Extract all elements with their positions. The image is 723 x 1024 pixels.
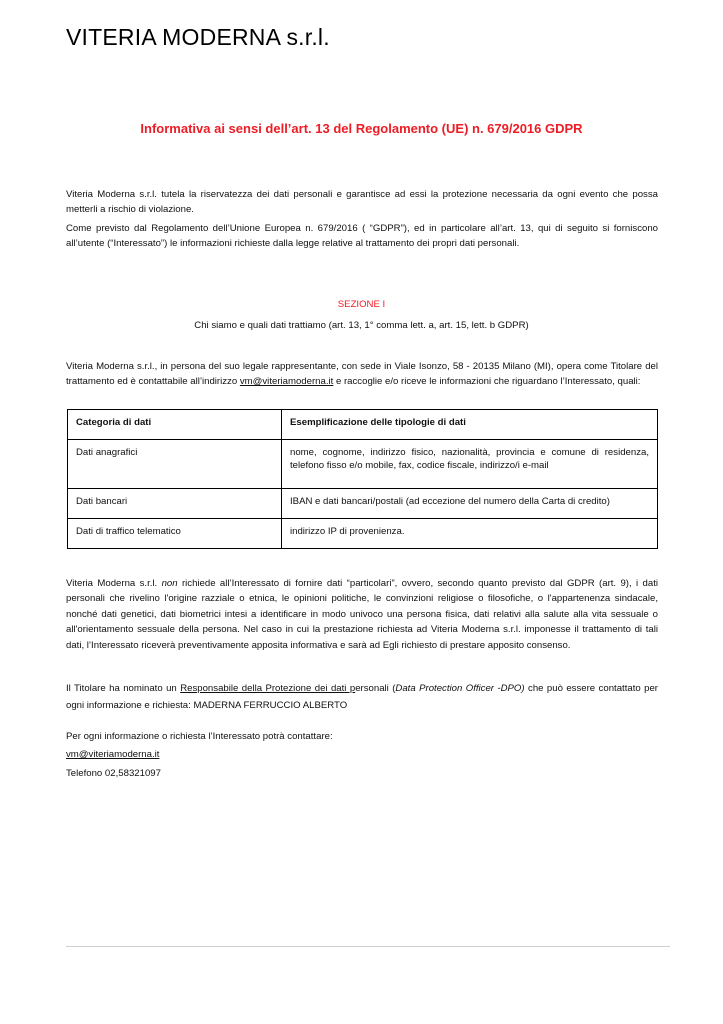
special-data-emphasis: non (161, 578, 178, 589)
contact-email-link[interactable]: vm@viteriamoderna.it (66, 749, 160, 760)
intro-paragraph-2: Come previsto dal Regolamento dell’Unione Europea n. 679/2016 ( “GDPR”), ed in particolare all’art. 13, qui di seguito si forniscono all’utente (“Interessato”) le informazioni richieste dalla legge relative al trattamento dei propri dati personali. (66, 223, 658, 250)
special-data-paragraph (66, 576, 658, 653)
dpo-underlined-text: Responsabile della Protezione dei dati p (180, 683, 356, 694)
contact-phone: Telefono 02,58321097 (66, 768, 161, 779)
table-header-cell: Esemplificazione delle tipologie di dati (282, 410, 658, 440)
controller-text-end: e raccoglie e/o riceve le informazioni che riguardano l’Interessato, quali: (333, 376, 641, 388)
table-cell: Dati di traffico telematico (68, 519, 282, 549)
dpo-italic-text: Data Protection Officer -DPO) (395, 683, 525, 694)
dpo-text-middle: ersonali ( (355, 683, 396, 694)
table-cell: IBAN e dati bancari/postali (ad eccezione del numero della Carta di credito) (282, 489, 658, 519)
section-subtitle: Chi siamo e quali dati trattiamo (art. 13, 1° comma lett. a, art. 15, lett. b GDPR) (194, 320, 529, 331)
table-row (68, 489, 658, 519)
table-row (68, 440, 658, 489)
table-row (68, 519, 658, 549)
table-cell: nome, cognome, indirizzo fisico, nazionalità, provincia e comune di residenza, telefono fisso e/o mobile, fax, codice fiscale, indirizzo/i e-mail (282, 440, 658, 489)
dpo-paragraph (66, 680, 658, 714)
table-cell: Dati bancari (68, 489, 282, 519)
table-cell: indirizzo IP di provenienza. (282, 519, 658, 549)
controller-text: Viteria Moderna s.r.l., in persona del suo legale rappresentante, con sede in Viale Isonzo, 58 - 20135 Milano (MI), opera come Titolare del trattamento ed è contattabile all’indirizzo (66, 361, 658, 388)
table-cell: Dati anagrafici (68, 440, 282, 489)
dpo-text: Il Titolare ha nominato un (66, 683, 181, 694)
company-name: VITERIA MODERNA s.r.l. (66, 24, 330, 50)
contact-intro: Per ogni informazione o richiesta l’Interessato potrà contattare: (66, 731, 333, 742)
data-categories-table (67, 409, 658, 549)
document-title: Informativa ai sensi dell’art. 13 del Regolamento (UE) n. 679/2016 GDPR (140, 121, 583, 136)
footer-divider (66, 946, 670, 947)
special-data-text-end: richiede all’Interessato di fornire dati “particolari”, ovvero, secondo quanto previsto dal GDPR (art. 9), i dati personali che rivelino l'origine razziale o etnica, le opinioni politiche, le convinzioni religiose o filosofiche, o l'appartenenza sindacale, nonché dati genetici, dati biometrici intesi a identificare in modo univoco una persona fisica, dati relativi alla salute alla vita sessuale o all'orientamento sessuale della persona. Nel caso in cui la prestazione richiesta ad Viteria Moderna s.r.l. imponesse il trattamento di tali dati, l’Interessato riceverà preventivamente apposita informativa e sarà ad Egli richiesto di prestare apposito consenso. (66, 578, 658, 651)
intro-paragraph-1: Viteria Moderna s.r.l. tutela la riservatezza dei dati personali e garantisce ad essi la protezione necessaria da ogni evento che possa metterli a rischio di violazione. (66, 189, 658, 216)
table-header-row (68, 410, 658, 440)
special-data-text: Viteria Moderna s.r.l. (66, 578, 162, 589)
controller-paragraph (66, 359, 658, 390)
dpo-text-end: che può essere contattato per ogni informazione e richiesta: MADERNA FERRUCCIO ALBERTO (66, 683, 658, 711)
table-header-cell: Categoria di dati (68, 410, 282, 440)
controller-email-link[interactable]: vm@viteriamoderna.it (239, 376, 334, 388)
section-label: SEZIONE I (337, 299, 386, 310)
